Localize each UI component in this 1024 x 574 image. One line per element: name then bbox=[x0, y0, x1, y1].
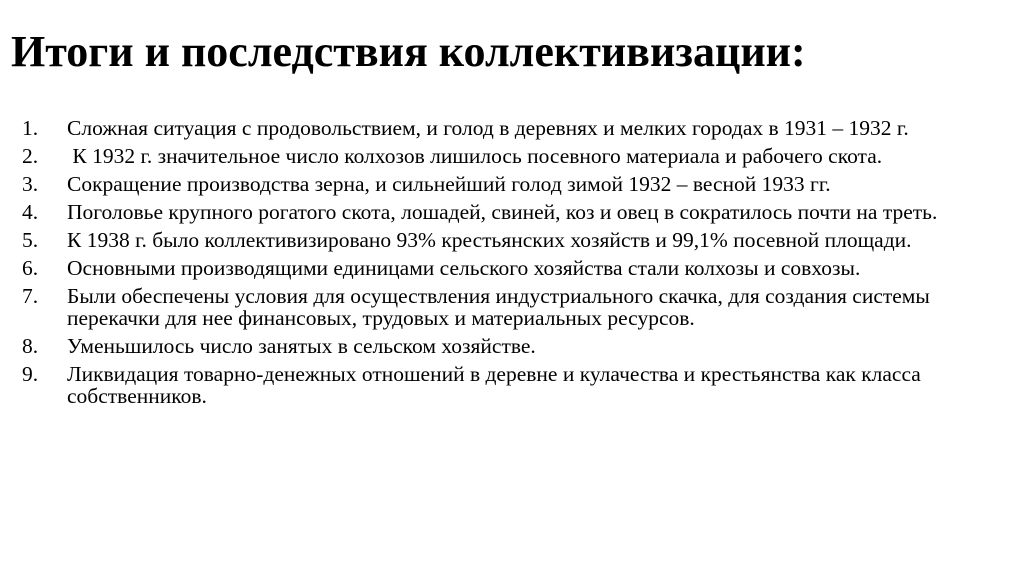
list-item-number: 5. bbox=[22, 228, 39, 252]
list-item-number: 8. bbox=[22, 334, 39, 358]
list-item-number: 7. bbox=[22, 284, 39, 308]
list-item bbox=[0, 229, 1024, 251]
list-item-number: 4. bbox=[22, 200, 39, 224]
list-item-number: 9. bbox=[22, 362, 39, 386]
list-item bbox=[0, 285, 1024, 329]
list-item-number: 6. bbox=[22, 256, 39, 280]
list-item bbox=[0, 201, 1024, 223]
consequences-list bbox=[0, 117, 1024, 413]
list-item-number: 3. bbox=[22, 172, 39, 196]
list-item bbox=[0, 257, 1024, 279]
list-item-text: Основными производящими единицами сельского хозяйства стали колхозы и совхозы. bbox=[67, 256, 861, 280]
list-item bbox=[0, 363, 1024, 407]
list-item-number: 1. bbox=[22, 116, 39, 140]
list-item-text: К 1938 г. было коллективизировано 93% крестьянских хозяйств и 99,1% посевной площади. bbox=[67, 228, 912, 252]
list-item bbox=[0, 173, 1024, 195]
list-item bbox=[0, 335, 1024, 357]
slide-title: Итоги и последствия коллективизации: bbox=[11, 27, 806, 76]
list-item-text: Сложная ситуация с продовольствием, и голод в деревнях и мелких городах в 1931 – 1932 г. bbox=[67, 116, 909, 140]
list-item-text: К 1932 г. значительное число колхозов лишилось посевного материала и рабочего скота. bbox=[67, 144, 883, 168]
list-item-text: Поголовье крупного рогатого скота, лошадей, свиней, коз и овец в сократилось почти на треть. bbox=[67, 200, 938, 224]
list-item-text: Были обеспечены условия для осуществления индустриального скачка, для создания системы перекачки для нее финансовых, трудовых и материальных ресурсов. bbox=[67, 284, 930, 330]
list-item-text: Уменьшилось число занятых в сельском хозяйстве. bbox=[67, 334, 536, 358]
list-item bbox=[0, 117, 1024, 139]
list-item-text: Ликвидация товарно-денежных отношений в деревне и кулачества и крестьянства как класса собственников. bbox=[67, 362, 921, 408]
list-item bbox=[0, 145, 1024, 167]
list-item-text: Сокращение производства зерна, и сильнейший голод зимой 1932 – весной 1933 гг. bbox=[67, 172, 831, 196]
list-item-number: 2. bbox=[22, 144, 39, 168]
